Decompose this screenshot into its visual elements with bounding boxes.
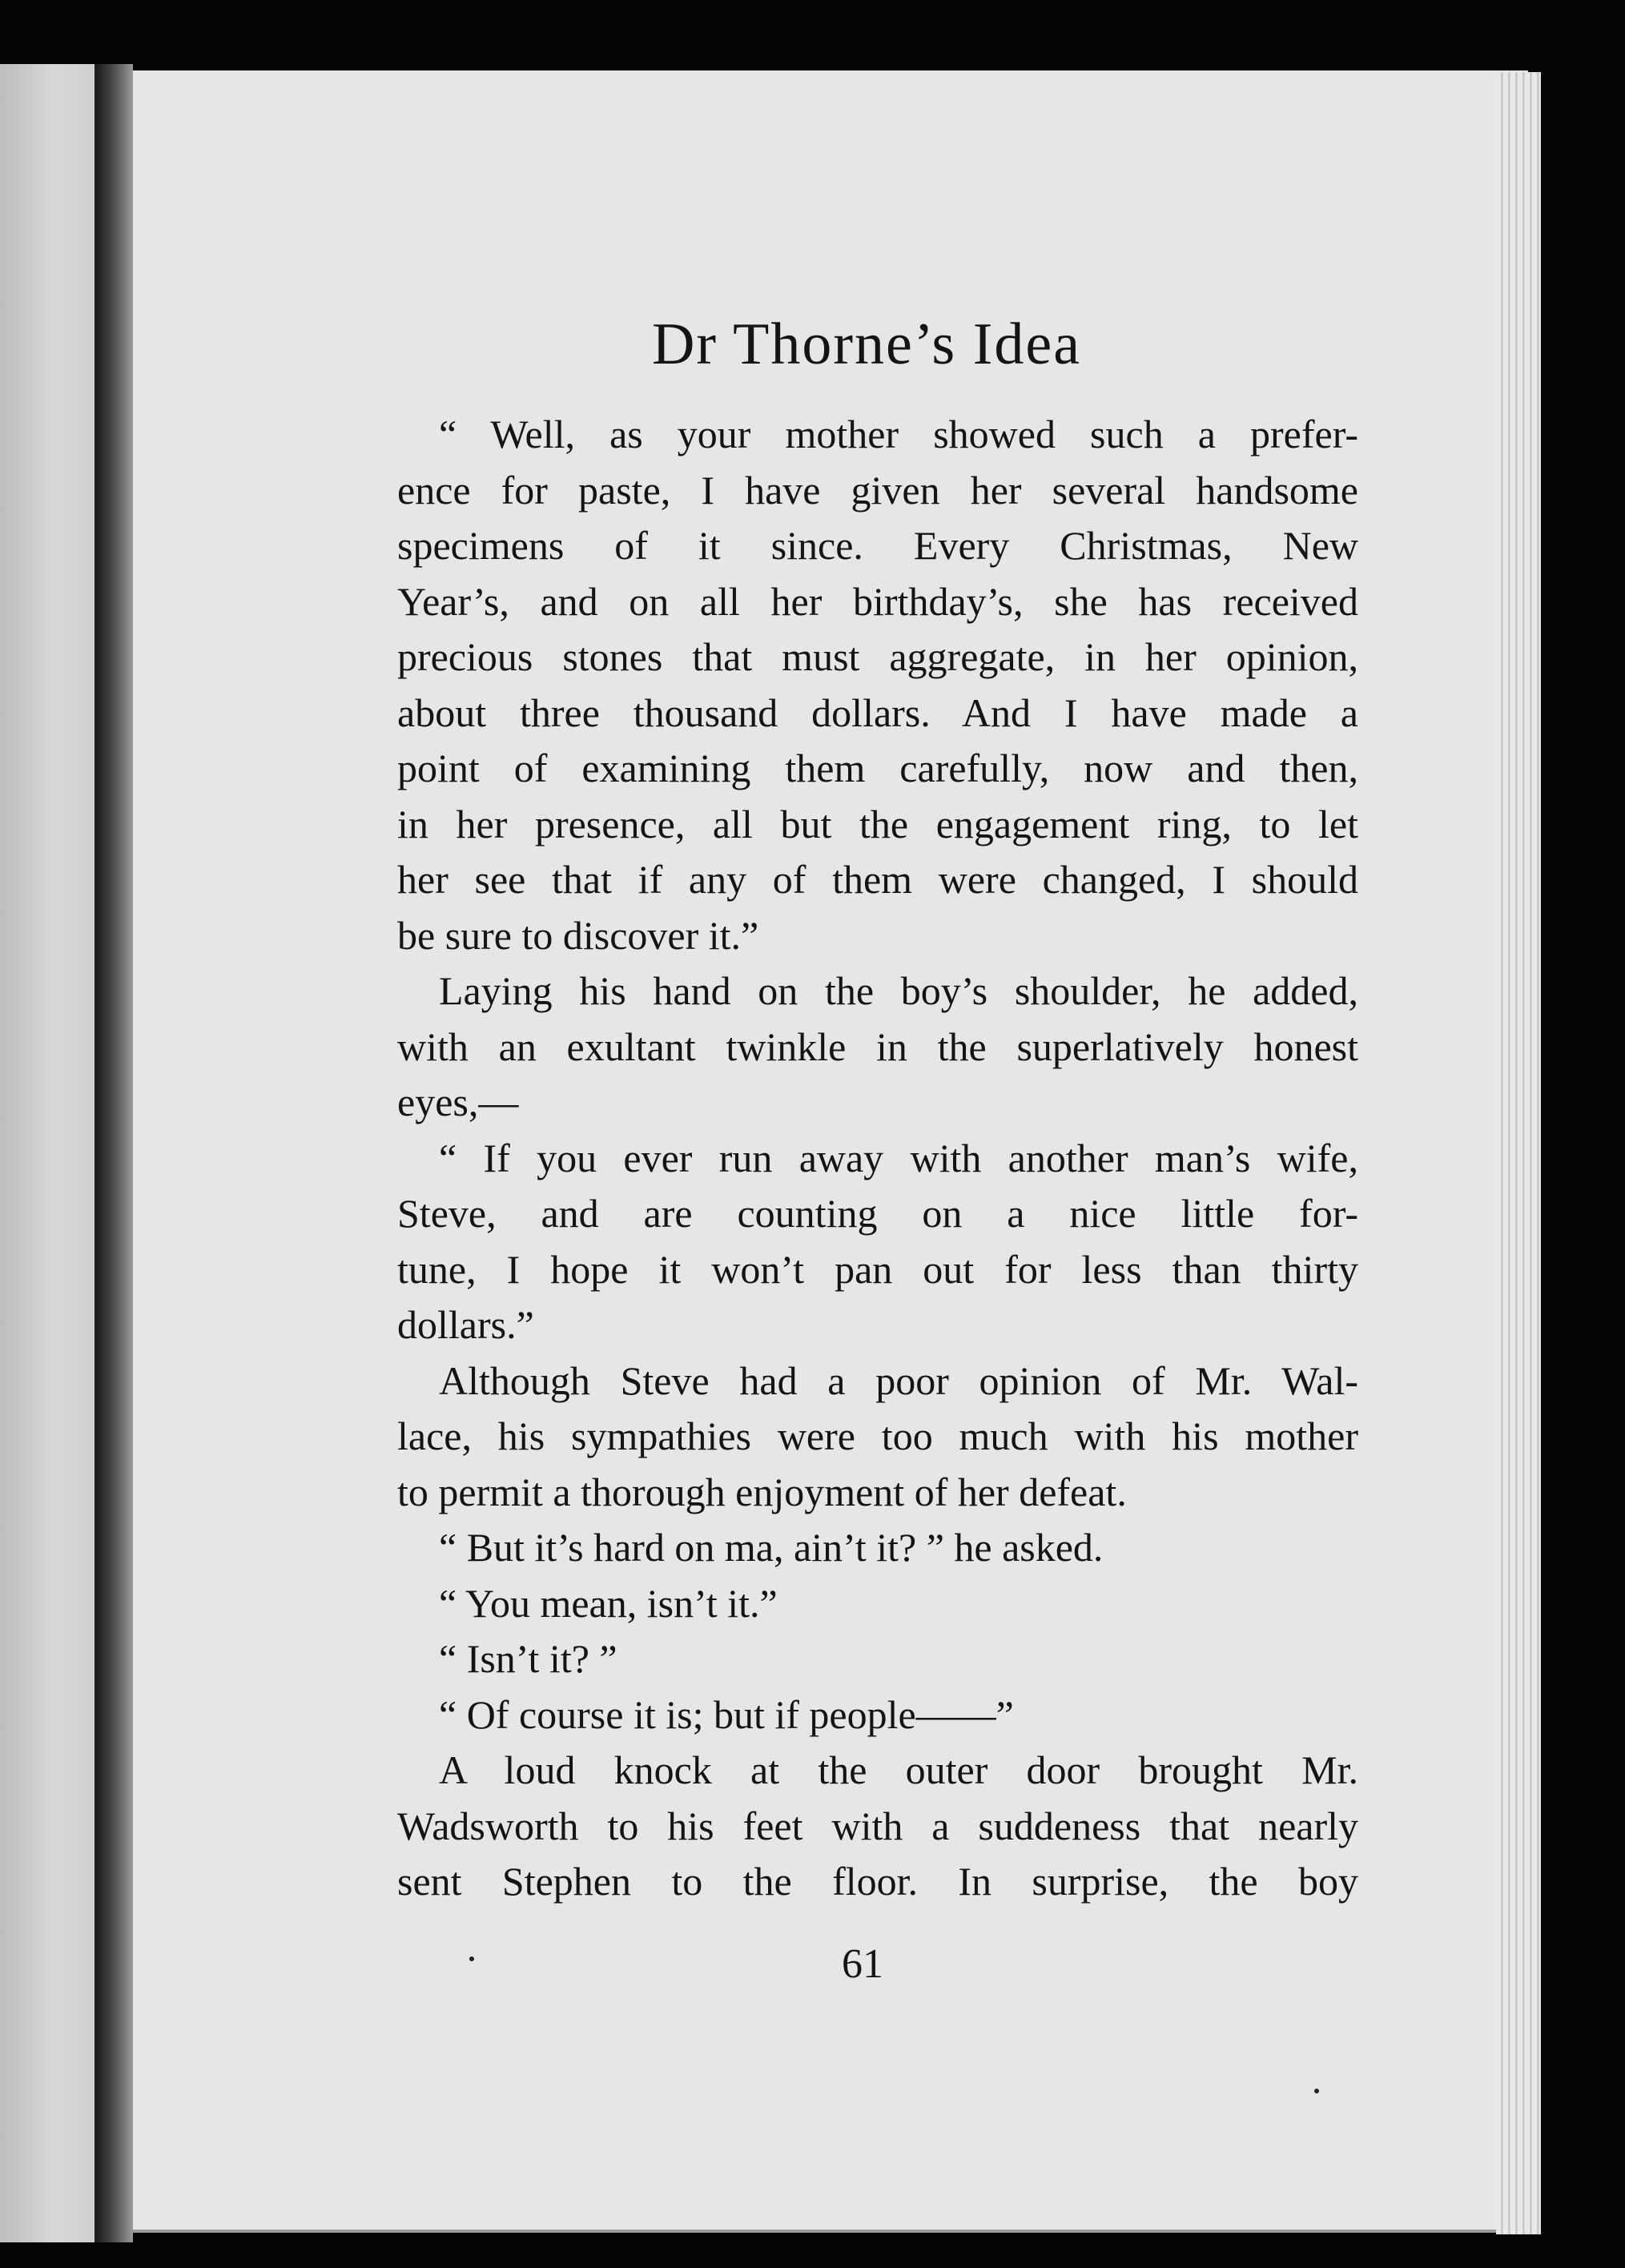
text-line: dollars.” <box>397 1302 534 1347</box>
text-line: sent Stephen to the floor. In surprise, the boy <box>397 1859 1358 1904</box>
text-line: “ You mean, isn’t it.” <box>439 1580 778 1626</box>
text-line: point of examining them carefully, now and then, <box>397 746 1358 790</box>
text-line: Steve, and are counting on a nice little for- <box>397 1191 1358 1236</box>
text-line: about three thousand dollars. And I have made a <box>397 690 1358 735</box>
text-line: “ Well, as your mother showed such a prefer- <box>439 412 1358 456</box>
text-line: with an exultant twinkle in the superlatively honest <box>397 1023 1358 1069</box>
text-line: in her presence, all but the engagement ring, to let <box>397 801 1358 846</box>
text-line: eyes,— <box>397 1080 519 1124</box>
text-line: her see that if any of them were changed, I should <box>397 857 1358 902</box>
body-text <box>397 407 1358 1910</box>
facing-page-edge <box>0 64 95 2242</box>
book-gutter <box>95 64 133 2242</box>
text-line: Wadsworth to his feet with a suddeness that nearly <box>397 1803 1358 1848</box>
print-speck <box>469 1956 474 1961</box>
text-line: ence for paste, I have given her several handsome <box>397 467 1358 513</box>
text-line: specimens of it since. Every Christmas, New <box>397 523 1358 568</box>
text-line: be sure to discover it.” <box>397 912 759 958</box>
text-line: Although Steve had a poor opinion of Mr. Wal- <box>439 1357 1358 1403</box>
text-line: “ If you ever run away with another man’s wife, <box>439 1135 1358 1180</box>
page-number: 61 <box>842 1941 883 1987</box>
print-speck <box>1314 2089 1319 2093</box>
text-line: “ But it’s hard on ma, ain’t it? ” he asked. <box>439 1525 1104 1570</box>
running-head: Dr Thorne’s Idea <box>651 312 1082 377</box>
text-line: Laying his hand on the boy’s shoulder, he added, <box>439 968 1358 1013</box>
text-line: “ Isn’t it? ” <box>439 1636 617 1681</box>
page-stack-edge <box>1496 72 1541 2234</box>
text-line: A loud knock at the outer door brought Mr. <box>439 1747 1358 1792</box>
text-line: precious stones that must aggregate, in her opinion, <box>397 634 1358 679</box>
text-line: “ Of course it is; but if people——” <box>439 1691 1014 1737</box>
text-line: tune, I hope it won’t pan out for less than thirty <box>397 1246 1358 1292</box>
text-line: to permit a thorough enjoyment of her defeat. <box>397 1469 1127 1514</box>
text-line: Year’s, and on all her birthday’s, she has received <box>397 578 1358 624</box>
book-page <box>133 70 1528 2233</box>
text-line: lace, his sympathies were too much with his mother <box>397 1413 1358 1458</box>
